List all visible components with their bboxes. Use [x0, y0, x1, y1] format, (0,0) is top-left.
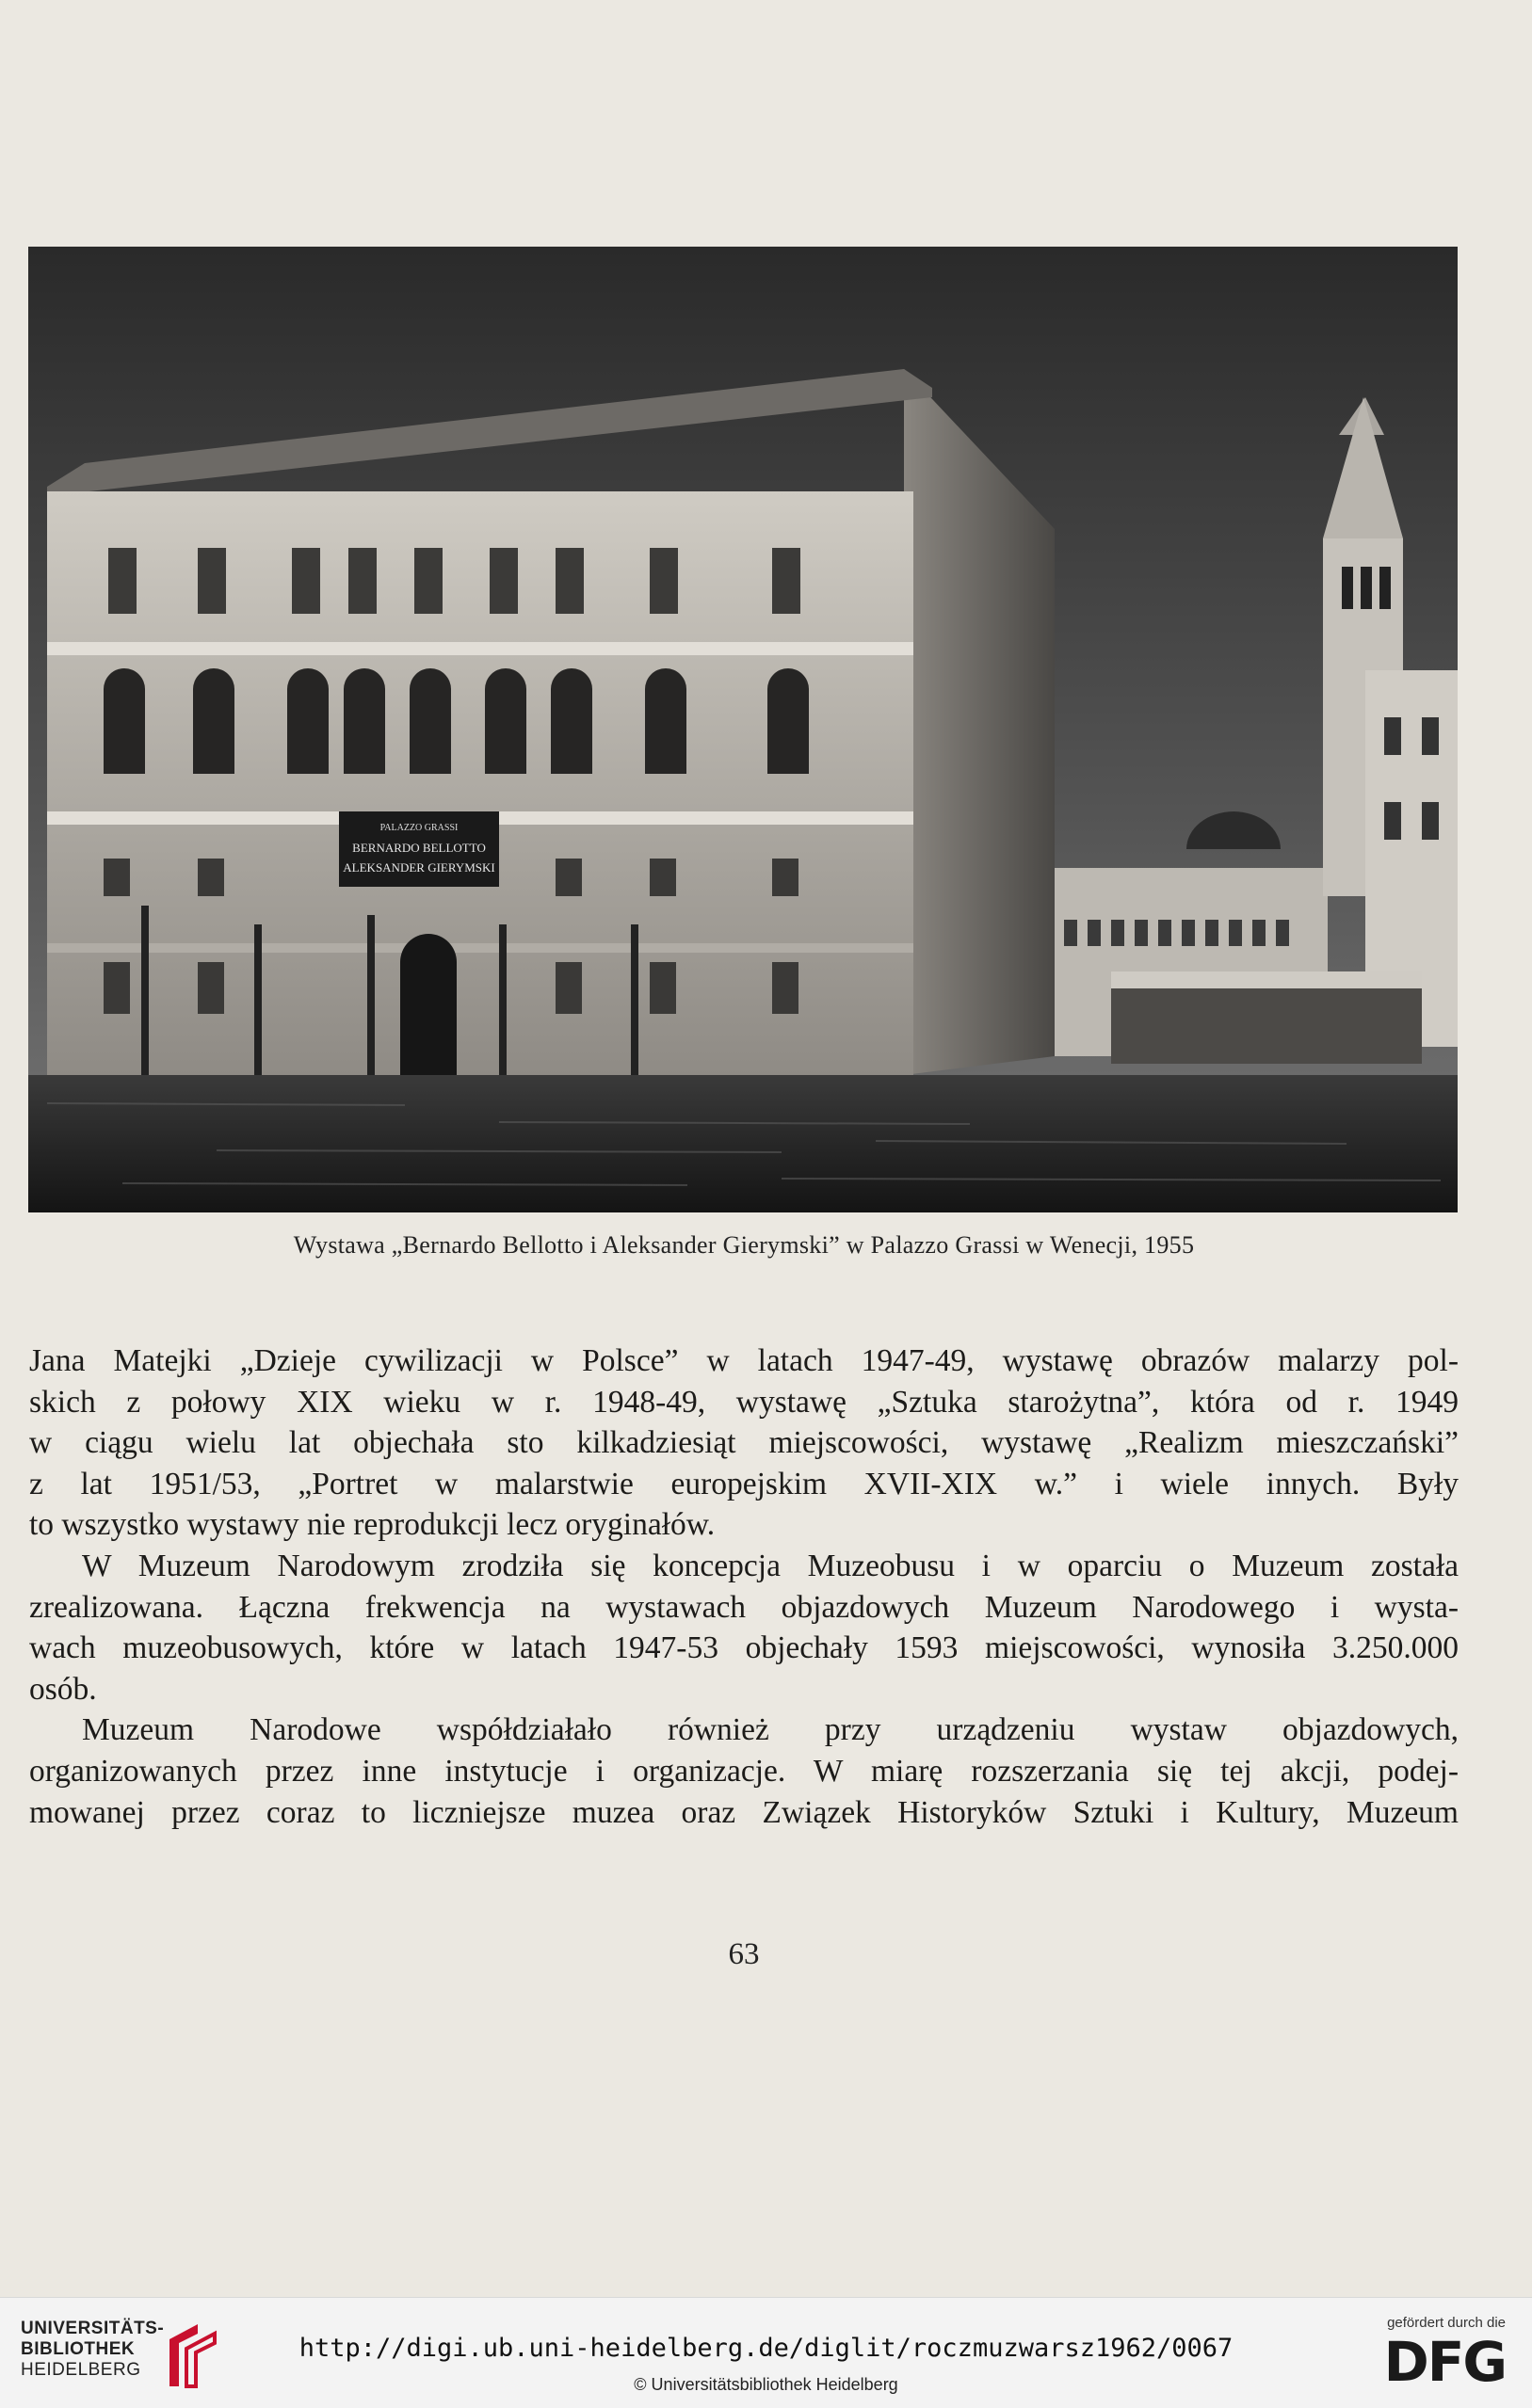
paragraph-3: [29, 1710, 1459, 1833]
photo-illustration: [28, 247, 1458, 1212]
text-line: w ciągu wielu lat objechała sto kilkadziesiąt miejscowości, wystawę „Realizm mieszczański”: [29, 1425, 1459, 1461]
library-name-line-1: UNIVERSITÄTS-: [21, 2319, 165, 2338]
text-line: mowanej przez coraz to liczniejsze muzea oraz Związek Historyków Sztuki i Kultury, Muzeum: [29, 1794, 1459, 1830]
text-line: Jana Matejki „Dzieje cywilizacji w Polsce” w latach 1947-49, wystawę obrazów malarzy pol-: [29, 1343, 1459, 1378]
text-line: W Muzeum Narodowym zrodziła się koncepcja Muzeobusu i w oparciu o Muzeum została: [82, 1548, 1459, 1583]
text-line: z lat 1951/53, „Portret w malarstwie europejskim XVII-XIX w.” i wiele innych. Były: [29, 1466, 1459, 1501]
palazzo-grassi-photograph: [28, 247, 1458, 1212]
text-line: Muzeum Narodowe współdziałało również przy urządzeniu wystaw objazdowych,: [82, 1712, 1459, 1748]
paragraph-2: [29, 1546, 1459, 1710]
body-text: [29, 1340, 1459, 1833]
dfg-logo-text: DFG: [1383, 2330, 1506, 2394]
paragraph-1: [29, 1340, 1459, 1546]
text-line: to wszystko wystawy nie reprodukcji lecz oryginałów.: [29, 1507, 716, 1543]
text-line: wach muzeobusowych, które w latach 1947-53 objechały 1593 miejscowości, wynosiła 3.250.000: [29, 1630, 1459, 1666]
text-line: zrealizowana. Łączna frekwencja na wystawach objazdowych Muzeum Narodowego i wysta-: [29, 1589, 1459, 1625]
permalink-url[interactable]: http://digi.ub.uni-heidelberg.de/diglit/roczmuzwarsz1962/0067: [298, 2334, 1234, 2363]
library-name-line-2: BIBLIOTHEK: [21, 2339, 136, 2359]
viewer-footer: [0, 2297, 1532, 2408]
text-line: skich z połowy XIX wieku w r. 1948-49, wystawę „Sztuka starożytna”, która od r. 1949: [29, 1384, 1459, 1420]
photo-caption: Wystawa „Bernardo Bellotto i Aleksander Gierymski” w Palazzo Grassi w Wenecji, 1955: [293, 1231, 1195, 1259]
copyright-notice: © Universitätsbibliothek Heidelberg: [634, 2375, 898, 2394]
library-name-line-3: HEIDELBERG: [21, 2360, 141, 2380]
banner-line-3: ALEKSANDER GIERYMSKI: [343, 860, 495, 875]
text-line: osób.: [29, 1671, 97, 1707]
funded-by-label: gefördert durch die: [1387, 2315, 1506, 2331]
page-number: 63: [728, 1937, 760, 1971]
banner-line-1: PALAZZO GRASSI: [379, 823, 459, 833]
dfg-funding-logo[interactable]: [1364, 2315, 1506, 2400]
banner-line-2: BERNARDO BELLOTTO: [352, 841, 486, 855]
text-line: organizowanych przez inne instytucje i organizacje. W miarę rozszerzania się tej akcji, podej-: [29, 1753, 1459, 1789]
